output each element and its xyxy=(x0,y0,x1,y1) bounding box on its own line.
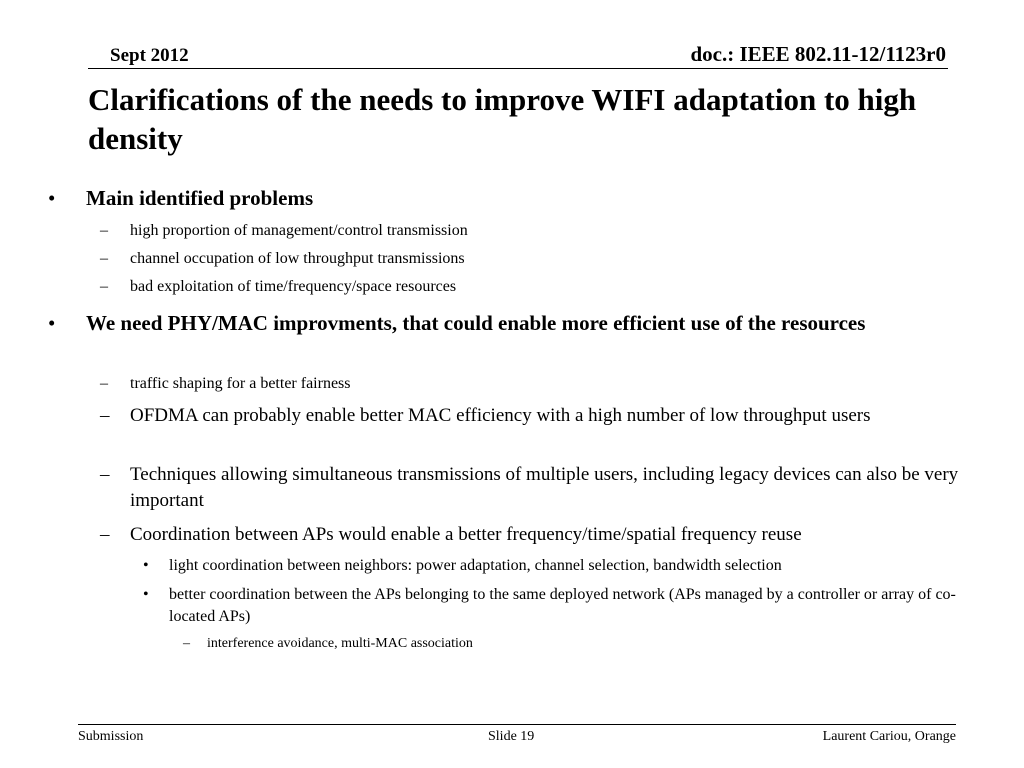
footer-submission: Submission xyxy=(78,729,144,744)
dash-marker: – xyxy=(100,222,108,239)
bullet-marker: • xyxy=(48,186,56,210)
footer-author: Laurent Cariou, Orange xyxy=(822,729,956,744)
dash-marker: – xyxy=(100,375,108,392)
list-item-text: Techniques allowing simultaneous transmissions of multiple users, including legacy devices can also be very important xyxy=(130,464,959,511)
header-doc-id: doc.: IEEE 802.11-12/1123r0 xyxy=(690,42,946,66)
footer-divider xyxy=(78,724,956,725)
bullet-text: We need PHY/MAC improvments, that could enable more efficient use of the resources xyxy=(86,311,866,335)
sub-bullet-marker: • xyxy=(143,586,149,603)
bullet-marker: • xyxy=(48,311,56,335)
list-item-text: OFDMA can probably enable better MAC efficiency with a high number of low throughput users xyxy=(130,405,871,426)
list-item-text: traffic shaping for a better fairness xyxy=(130,375,351,392)
header-divider xyxy=(88,68,948,69)
sub-list-item-text: better coordination between the APs belonging to the same deployed network (APs managed by a controller or array of co-located APs) xyxy=(169,586,956,625)
dash-marker: – xyxy=(100,524,110,545)
dash-marker: – xyxy=(100,250,108,267)
dash-marker: – xyxy=(183,636,190,651)
slide-title: Clarifications of the needs to improve WIFI adaptation to high density xyxy=(88,82,917,156)
dash-marker: – xyxy=(100,278,108,295)
header-date: Sept 2012 xyxy=(110,45,189,66)
bullet-text: Main identified problems xyxy=(86,186,314,210)
sub-sub-list-item-text: interference avoidance, multi-MAC association xyxy=(207,636,473,651)
list-item-text: channel occupation of low throughput transmissions xyxy=(130,250,465,267)
list-item-text: Coordination between APs would enable a better frequency/time/spatial frequency reuse xyxy=(130,524,802,545)
sub-list-item-text: light coordination between neighbors: power adaptation, channel selection, bandwidth selection xyxy=(169,557,782,574)
sub-bullet-marker: • xyxy=(143,557,149,574)
list-item-text: high proportion of management/control transmission xyxy=(130,222,468,239)
dash-marker: – xyxy=(100,464,110,485)
list-item-text: bad exploitation of time/frequency/space resources xyxy=(130,278,457,295)
footer-slide-number: Slide 19 xyxy=(488,729,535,744)
dash-marker: – xyxy=(100,405,110,426)
